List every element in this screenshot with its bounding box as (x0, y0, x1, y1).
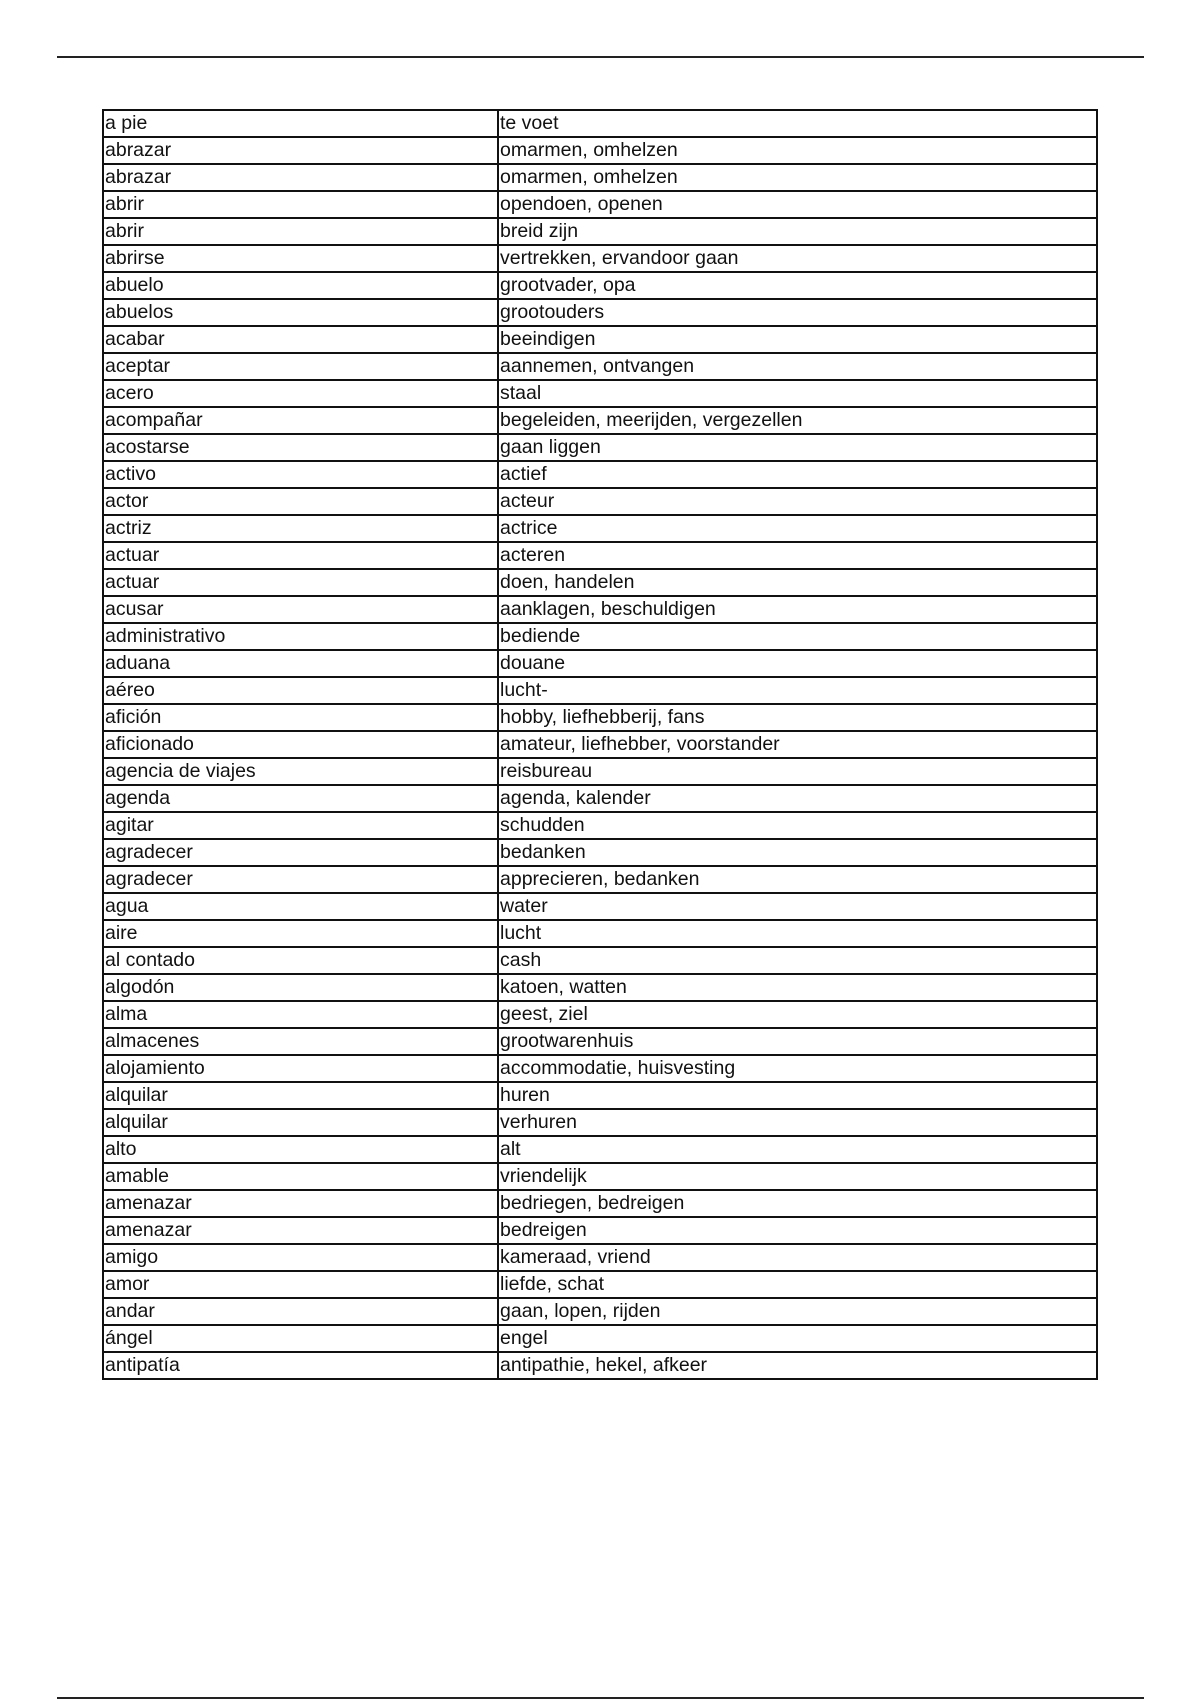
dutch-translation: grootwarenhuis (498, 1028, 1097, 1055)
spanish-term: amigo (103, 1244, 498, 1271)
dutch-translation: beeindigen (498, 326, 1097, 353)
footer-rule (57, 1697, 1144, 1699)
table-row (103, 731, 1097, 758)
table-row (103, 1190, 1097, 1217)
dutch-translation: schudden (498, 812, 1097, 839)
table-row (103, 137, 1097, 164)
table-row (103, 569, 1097, 596)
dutch-translation: hobby, liefhebberij, fans (498, 704, 1097, 731)
dutch-translation: vriendelijk (498, 1163, 1097, 1190)
table-row (103, 1109, 1097, 1136)
spanish-term: abuelo (103, 272, 498, 299)
spanish-term: abrazar (103, 164, 498, 191)
table-row (103, 785, 1097, 812)
table-row (103, 1325, 1097, 1352)
spanish-term: almacenes (103, 1028, 498, 1055)
dutch-translation: aanklagen, beschuldigen (498, 596, 1097, 623)
dutch-translation: opendoen, openen (498, 191, 1097, 218)
table-row (103, 1271, 1097, 1298)
spanish-term: abrir (103, 218, 498, 245)
table-row (103, 245, 1097, 272)
dutch-translation: amateur, liefhebber, voorstander (498, 731, 1097, 758)
dutch-translation: aannemen, ontvangen (498, 353, 1097, 380)
table-row (103, 272, 1097, 299)
spanish-term: abrirse (103, 245, 498, 272)
spanish-term: abrazar (103, 137, 498, 164)
table-row (103, 353, 1097, 380)
table-row (103, 839, 1097, 866)
table-row (103, 326, 1097, 353)
table-row (103, 218, 1097, 245)
dutch-translation: omarmen, omhelzen (498, 164, 1097, 191)
spanish-term: acompañar (103, 407, 498, 434)
dutch-translation: apprecieren, bedanken (498, 866, 1097, 893)
dutch-translation: accommodatie, huisvesting (498, 1055, 1097, 1082)
table-row (103, 866, 1097, 893)
dutch-translation: grootvader, opa (498, 272, 1097, 299)
spanish-term: actuar (103, 569, 498, 596)
table-row (103, 677, 1097, 704)
table-row (103, 1082, 1097, 1109)
table-row (103, 974, 1097, 1001)
dutch-translation: cash (498, 947, 1097, 974)
dutch-translation: breid zijn (498, 218, 1097, 245)
spanish-term: alma (103, 1001, 498, 1028)
spanish-term: algodón (103, 974, 498, 1001)
table-row (103, 191, 1097, 218)
table-row (103, 434, 1097, 461)
spanish-term: amenazar (103, 1190, 498, 1217)
table-row (103, 1298, 1097, 1325)
dutch-translation: staal (498, 380, 1097, 407)
table-row (103, 407, 1097, 434)
table-row (103, 758, 1097, 785)
dutch-translation: actrice (498, 515, 1097, 542)
vocabulary-table (102, 109, 1098, 1380)
dutch-translation: bedanken (498, 839, 1097, 866)
spanish-term: agradecer (103, 866, 498, 893)
spanish-term: acusar (103, 596, 498, 623)
spanish-term: actuar (103, 542, 498, 569)
dutch-translation: katoen, watten (498, 974, 1097, 1001)
dutch-translation: actief (498, 461, 1097, 488)
vocabulary-table-body (103, 110, 1097, 1379)
spanish-term: amenazar (103, 1217, 498, 1244)
spanish-term: agradecer (103, 839, 498, 866)
spanish-term: alojamiento (103, 1055, 498, 1082)
dutch-translation: liefde, schat (498, 1271, 1097, 1298)
spanish-term: amable (103, 1163, 498, 1190)
spanish-term: actriz (103, 515, 498, 542)
dutch-translation: bedriegen, bedreigen (498, 1190, 1097, 1217)
table-row (103, 1028, 1097, 1055)
dutch-translation: acteur (498, 488, 1097, 515)
table-row (103, 110, 1097, 137)
table-row (103, 542, 1097, 569)
spanish-term: a pie (103, 110, 498, 137)
table-row (103, 1001, 1097, 1028)
dutch-translation: lucht- (498, 677, 1097, 704)
spanish-term: afición (103, 704, 498, 731)
table-row (103, 1163, 1097, 1190)
table-row (103, 920, 1097, 947)
table-row (103, 650, 1097, 677)
spanish-term: abuelos (103, 299, 498, 326)
spanish-term: agencia de viajes (103, 758, 498, 785)
dutch-translation: alt (498, 1136, 1097, 1163)
table-row (103, 380, 1097, 407)
table-row (103, 515, 1097, 542)
spanish-term: agitar (103, 812, 498, 839)
table-row (103, 623, 1097, 650)
spanish-term: activo (103, 461, 498, 488)
spanish-term: al contado (103, 947, 498, 974)
spanish-term: aficionado (103, 731, 498, 758)
dutch-translation: bedreigen (498, 1217, 1097, 1244)
table-row (103, 812, 1097, 839)
spanish-term: aire (103, 920, 498, 947)
dutch-translation: gaan, lopen, rijden (498, 1298, 1097, 1325)
dutch-translation: geest, ziel (498, 1001, 1097, 1028)
spanish-term: aduana (103, 650, 498, 677)
dutch-translation: omarmen, omhelzen (498, 137, 1097, 164)
dutch-translation: verhuren (498, 1109, 1097, 1136)
dutch-translation: grootouders (498, 299, 1097, 326)
dutch-translation: vertrekken, ervandoor gaan (498, 245, 1097, 272)
table-row (103, 893, 1097, 920)
spanish-term: alquilar (103, 1109, 498, 1136)
header-rule (57, 56, 1144, 58)
spanish-term: alquilar (103, 1082, 498, 1109)
dutch-translation: antipathie, hekel, afkeer (498, 1352, 1097, 1379)
spanish-term: andar (103, 1298, 498, 1325)
dutch-translation: engel (498, 1325, 1097, 1352)
table-row (103, 704, 1097, 731)
spanish-term: agenda (103, 785, 498, 812)
dutch-translation: bediende (498, 623, 1097, 650)
table-row (103, 488, 1097, 515)
spanish-term: acabar (103, 326, 498, 353)
spanish-term: ángel (103, 1325, 498, 1352)
dutch-translation: gaan liggen (498, 434, 1097, 461)
dutch-translation: kameraad, vriend (498, 1244, 1097, 1271)
dutch-translation: te voet (498, 110, 1097, 137)
table-row (103, 947, 1097, 974)
dutch-translation: doen, handelen (498, 569, 1097, 596)
table-row (103, 299, 1097, 326)
dutch-translation: douane (498, 650, 1097, 677)
dutch-translation: lucht (498, 920, 1097, 947)
spanish-term: aéreo (103, 677, 498, 704)
table-row (103, 1352, 1097, 1379)
table-row (103, 1055, 1097, 1082)
spanish-term: actor (103, 488, 498, 515)
table-row (103, 164, 1097, 191)
table-row (103, 596, 1097, 623)
dutch-translation: huren (498, 1082, 1097, 1109)
table-row (103, 1244, 1097, 1271)
dutch-translation: acteren (498, 542, 1097, 569)
table-row (103, 1136, 1097, 1163)
spanish-term: abrir (103, 191, 498, 218)
table-row (103, 461, 1097, 488)
spanish-term: alto (103, 1136, 498, 1163)
dutch-translation: water (498, 893, 1097, 920)
spanish-term: administrativo (103, 623, 498, 650)
spanish-term: acostarse (103, 434, 498, 461)
dutch-translation: reisbureau (498, 758, 1097, 785)
spanish-term: agua (103, 893, 498, 920)
table-row (103, 1217, 1097, 1244)
spanish-term: amor (103, 1271, 498, 1298)
dutch-translation: agenda, kalender (498, 785, 1097, 812)
spanish-term: acero (103, 380, 498, 407)
dutch-translation: begeleiden, meerijden, vergezellen (498, 407, 1097, 434)
spanish-term: antipatía (103, 1352, 498, 1379)
spanish-term: aceptar (103, 353, 498, 380)
